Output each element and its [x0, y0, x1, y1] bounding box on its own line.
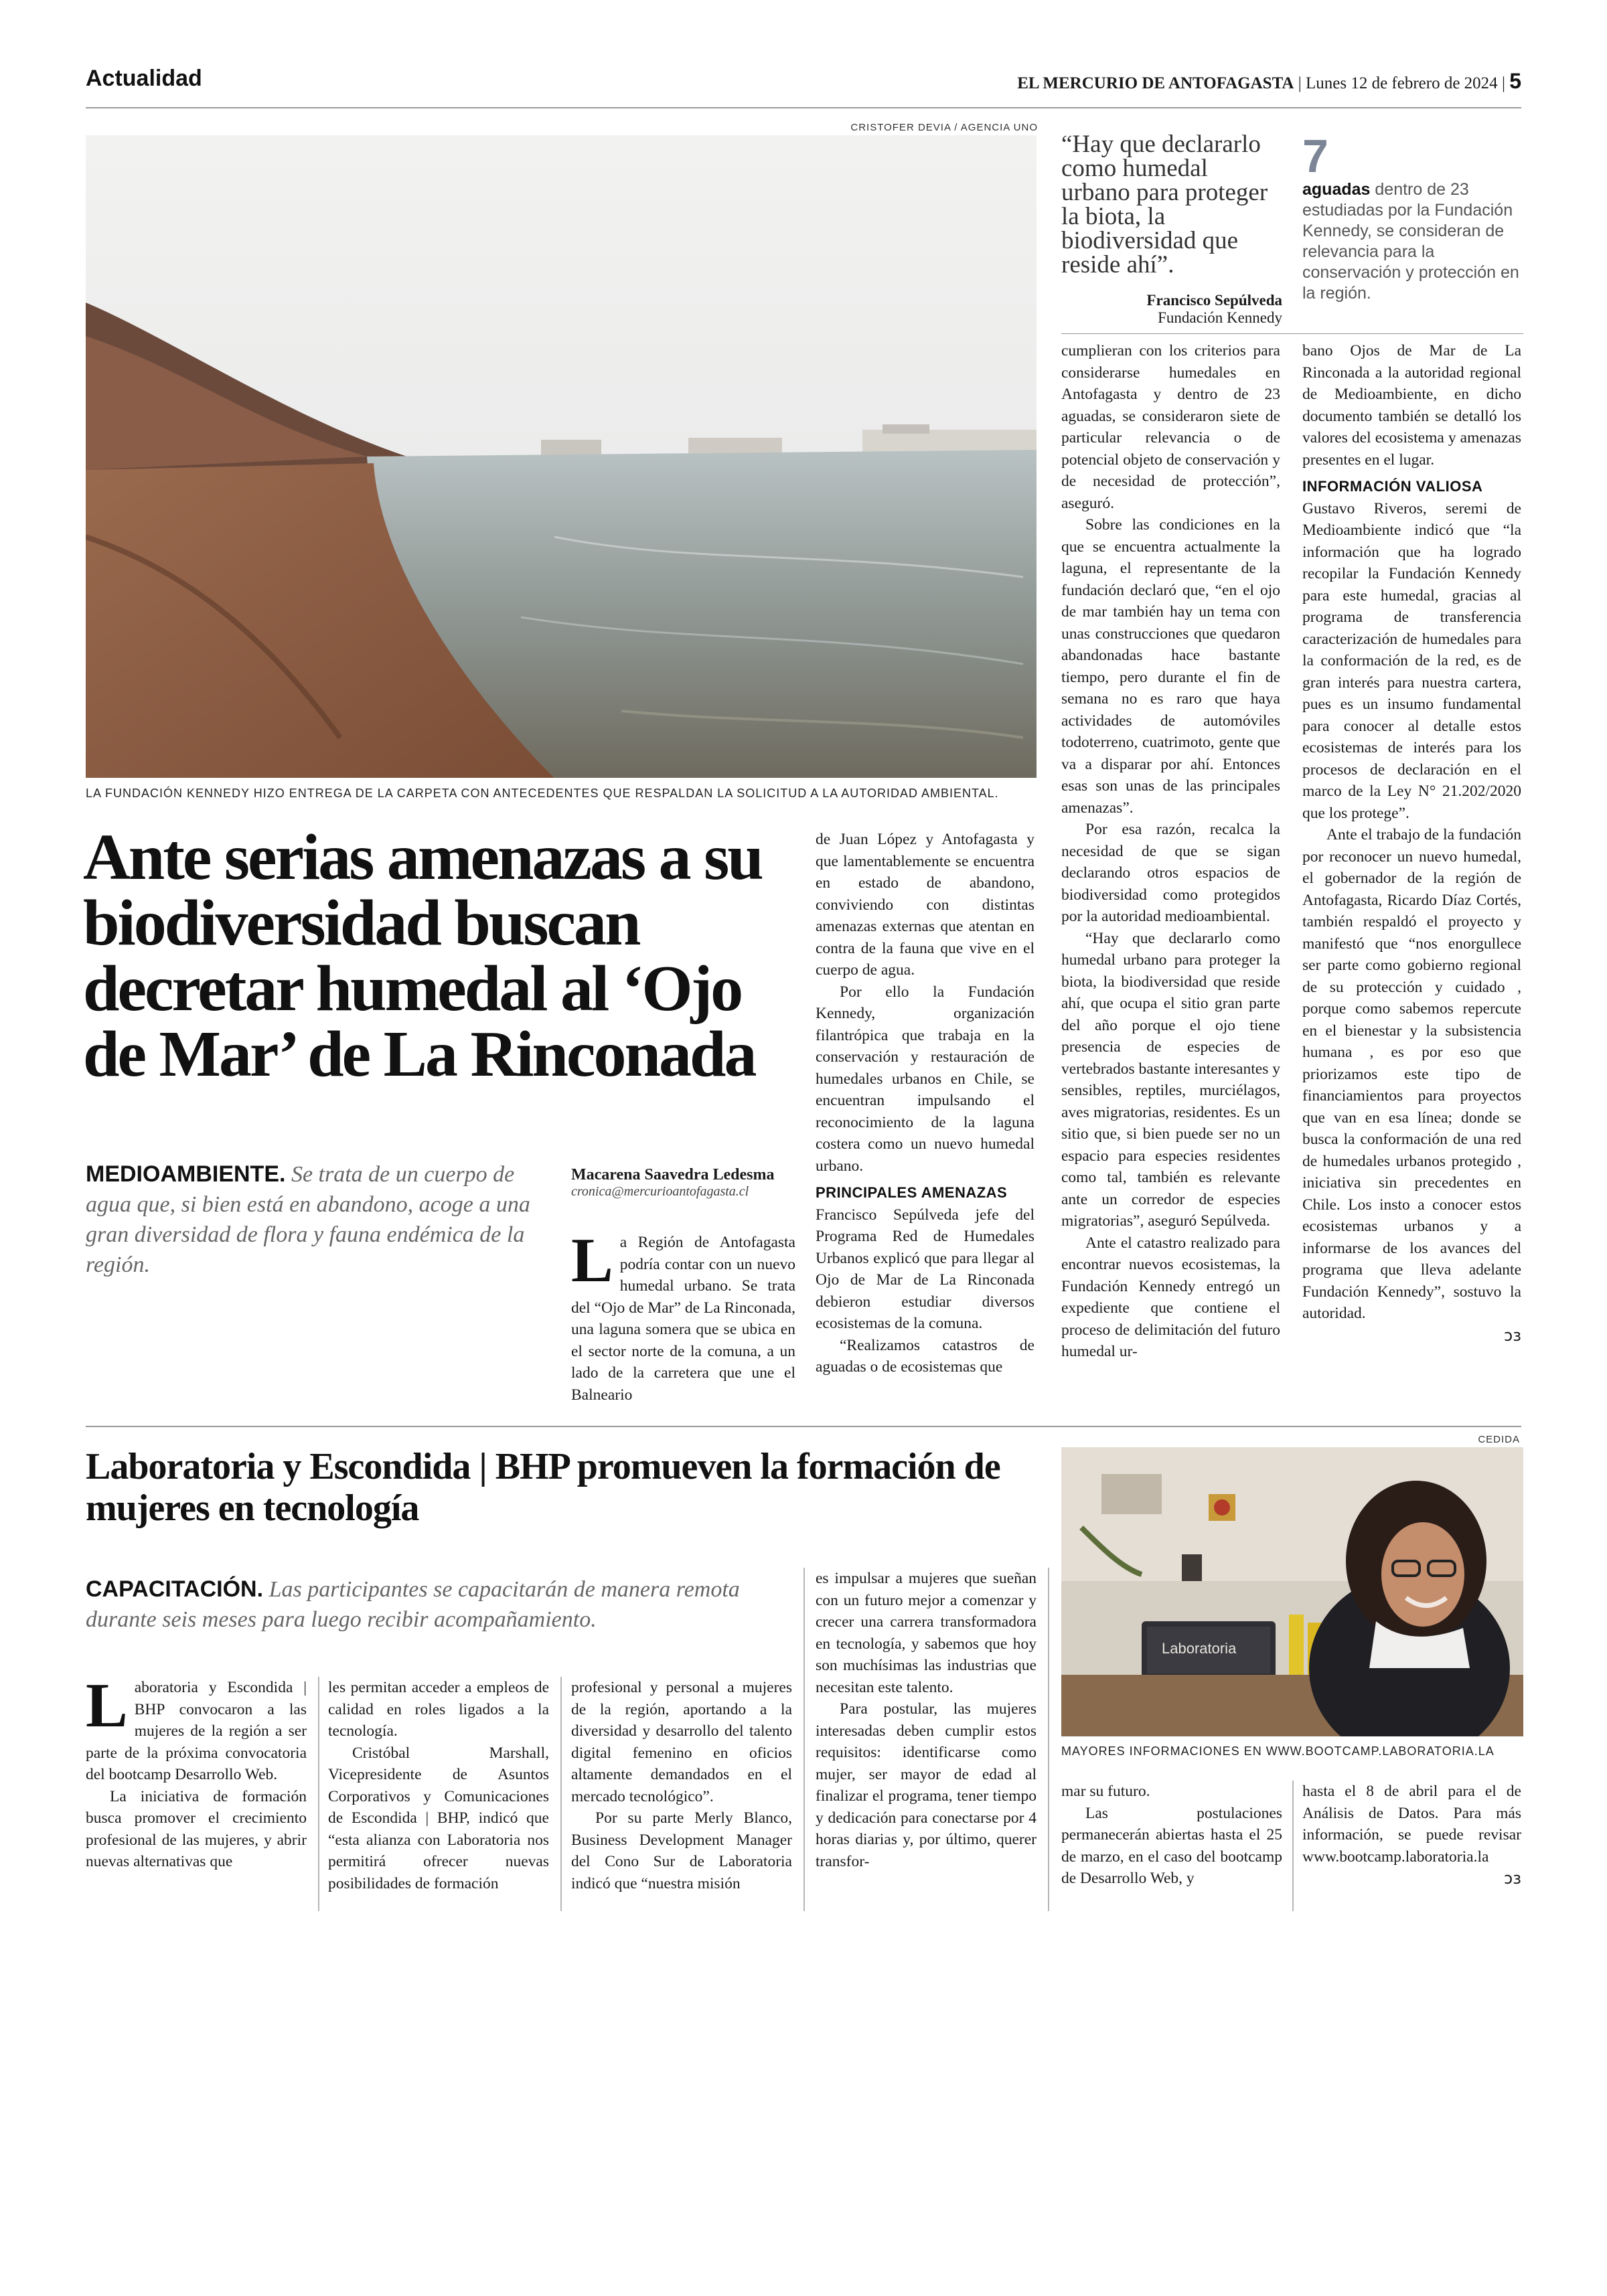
paragraph: Las postulaciones permanecerán abiertas hasta el 25 de marzo, en el caso del bootcamp de Desarrollo Web, y — [1061, 1804, 1282, 1887]
column-rule — [318, 1677, 319, 1911]
box-rule — [1061, 333, 1523, 334]
paragraph: es impulsar a mujeres que sueñan con un futuro mejor a comenzar y crecer una carrera transformadora en tecnología, y sabemos que hoy son muchísimas las industrias que necesitan este talento. — [816, 1570, 1037, 1696]
stat-number: 7 — [1302, 130, 1328, 182]
article1-column-3 — [1061, 340, 1280, 1363]
stat-bold: aguadas — [1302, 180, 1371, 199]
paragraph: Sobre las condiciones en la que se encuentra actualmente la laguna, el representante de la fundación declaró que, “en el ojo de mar también hay un tema con unas construcciones que quedaron abandonadas hace bastante tiempo, pero durante el fin de semana no es raro que haya actividades de automóviles todoterreno, cuatrimoto, gente que va a disparar por ahí. Entonces esas son unas de las principales amenazas”. — [1061, 516, 1280, 817]
masthead-info — [1017, 69, 1521, 94]
header-separator: | — [1501, 74, 1505, 92]
paragraph: “Hay que declararlo como humedal urbano para proteger la biota, la biodiversidad que reside ahí, que ocupa el sitio gran parte del año porque el ojo tiene presencia de especies de vertebrados bastante interesantes y sensibles, reptiles, murciélagos, aves migratorias, residentes. Es un sitio que, si bien puede ser no un espacio para especies residentes como tal, también es relevante ante un corredor de especies migratorias”, aseguró Sepúlveda. — [1061, 929, 1280, 1230]
kicker-label: MEDIOAMBIENTE. — [86, 1161, 286, 1187]
photo-credit: CRISTOFER DEVIA / AGENCIA UNO — [850, 122, 1038, 133]
article2-column-6 — [1302, 1781, 1521, 1890]
article2-headline: Laboratoria y Escondida | BHP promueven la formación de mujeres en tecnología — [86, 1446, 1000, 1529]
paragraph: Por esa razón, recalca la necesidad de que se sigan declarando otros espacios de biodiversidad como protegidos por la autoridad medioambiental. — [1061, 821, 1280, 925]
article1-column-4 — [1302, 340, 1521, 1347]
paragraph: Por ello la Fundación Kennedy, organización filantrópica que trabaja en la conservación y restauración de humedales urbanos en Chile, se encuentran impulsando el reconocimiento de la laguna costera como un nuevo humedal urbano. — [816, 983, 1035, 1175]
laboratoria-sign: Laboratoria — [1162, 1640, 1237, 1657]
byline — [571, 1166, 800, 1200]
article2-kicker — [86, 1574, 795, 1635]
dropcap: L — [86, 1671, 128, 1740]
subheading: INFORMACIÓN VALIOSA — [1302, 478, 1483, 495]
article2-column-1 — [86, 1671, 307, 1873]
paragraph: aboratoria y Escondida | BHP convocaron a las mujeres de la región a ser parte de la próxima convocatoria del bootcamp Desarrollo Web. — [86, 1679, 307, 1783]
article2-column-2 — [328, 1677, 549, 1894]
lagoon-photo — [86, 135, 1037, 778]
byline-email: cronica@mercurioantofagasta.cl — [571, 1184, 749, 1199]
paragraph: cumplieran con los criterios para considerarse humedales en Antofagasta y dentro de 23 aguadas, se consideraron siete de particular relevancia o de potencial objeto de conservación y de necesidad de protección”, aseguró. — [1061, 342, 1280, 512]
paragraph: profesional y personal a mujeres de la región, aportando a la diversidad y desarrollo del talento digital femenino en oficios altamente demandados en el mercado tecnológico”. — [571, 1679, 792, 1805]
paragraph: “Realizamos catastros de aguadas o de ecosistemas que — [816, 1336, 1035, 1376]
photo-credit: CEDIDA — [1478, 1434, 1520, 1445]
pull-quote — [1061, 133, 1282, 327]
paragraph: hasta el 8 de abril para el de Análisis de Datos. Para más información, se puede revisar www.bootcamp.laboratoria.la — [1302, 1783, 1521, 1866]
article1-column-2 — [816, 829, 1035, 1378]
kicker-text: Se trata de un cuerpo de agua que, si bien está en abandono, acoge a una gran diversidad de flora y fauna endémica de la región. — [86, 1162, 530, 1277]
column-rule — [804, 1568, 805, 1911]
article2-column-4 — [816, 1568, 1037, 1872]
header-separator: | — [1298, 74, 1302, 92]
section-name: Actualidad — [86, 66, 202, 91]
paragraph: Para postular, las mujeres interesadas deben cumplir estos requisitos: identificarse como mujer, ser mayor de edad al finalizar el programa, tener tiempo y dedicación para conectarse por 4 horas diarias y, por último, querer transfor- — [816, 1700, 1037, 1870]
laboratoria-photo — [1061, 1447, 1523, 1736]
quote-text: “Hay que declararlo como humedal urbano para proteger la biota, la biodiversidad que reside ahí”. — [1061, 131, 1268, 278]
paragraph: mar su futuro. — [1061, 1783, 1150, 1800]
issue-date: Lunes 12 de febrero de 2024 — [1305, 74, 1498, 92]
paragraph: La iniciativa de formación busca promover el crecimiento profesional de las mujeres, y abrir nuevas alternativas que — [86, 1787, 307, 1870]
photo-caption: LA FUNDACIÓN KENNEDY HIZO ENTREGA DE LA CARPETA CON ANTECEDENTES QUE RESPALDAN LA SOLICITUD A LA AUTORIDAD AMBIENTAL. — [86, 787, 999, 800]
paragraph: Ante el trabajo de la fundación por reconocer un nuevo humedal, el gobernador de la región de Antofagasta, Ricardo Díaz Cortés, también respaldó el proyecto y manifestó que “nos enorgullece ser parte como gobierno regional de su protección y cuidado , porque como sabemos repercute en el bienestar y la subsistencia humana , es por eso que priorizamos este tipo de financiamientos para proyectos que van en esa línea; donde se busca la conformación de una red de humedales urbanos protegido , iniciativa sin precedentes en Chile. Los insto a conocer estos ecosistemas urbanos y a informarse de los avances del programa que lleva adelante Fundación Kennedy”, sostuvo la autoridad. — [1302, 826, 1521, 1322]
article-kicker — [86, 1159, 548, 1280]
column-rule — [560, 1677, 562, 1911]
byline-name: Macarena Saavedra Ledesma — [571, 1166, 775, 1183]
paragraph: Ante el catastro realizado para encontrar nuevos ecosistemas, la Fundación Kennedy entregó un expediente que contiene el proceso de delimitación del futuro humedal ur- — [1061, 1234, 1280, 1360]
quote-author: Francisco Sepúlveda — [1146, 292, 1282, 309]
woman-portrait-image — [1061, 1447, 1523, 1736]
paragraph: de Juan López y Antofagasta y que lamentablemente se encuentra en estado de abandono, conviviendo con distintas amenazas externas que atentan en contra de la fauna que vive en el cuerpo de agua. — [816, 831, 1035, 979]
end-mark: ↄз — [1504, 1325, 1521, 1345]
paragraph: Francisco Sepúlveda jefe del Programa Red de Humedales Urbanos explicó que para llegar al Ojo de Mar de La Rinconada debieron estudiar diversos ecosistemas de la comuna. — [816, 1206, 1035, 1332]
paragraph: a Región de Antofagasta podría contar con un nuevo humedal urbano. Se trata del “Ojo de Mar” de La Rinconada, una laguna somera que se ubica en el sector norte de la comuna, a un lado de la carretera que une el Balneario — [571, 1234, 795, 1404]
end-mark: ↄз — [1504, 1869, 1521, 1888]
article2-column-3 — [571, 1677, 792, 1894]
kicker-text: Las participantes se capacitarán de manera remota durante seis meses para luego recibir acompañamiento. — [86, 1577, 740, 1632]
quote-author-role: Fundación Kennedy — [1158, 309, 1282, 326]
stat-description: dentro de 23 estudiadas por la Fundación Kennedy, se consideran de relevancia para la conservación y protección en la región. — [1302, 180, 1519, 303]
photo-caption: MAYORES INFORMACIONES EN WWW.BOOTCAMP.LABORATORIA.LA — [1061, 1744, 1495, 1758]
paragraph: Gustavo Riveros, seremi de Medioambiente indicó que “la información que ha logrado recopilar la Fundación Kennedy para este humedal, gracias al programa de transferencia caracterización de humedales para la conformación de la red, es de gran interés para nuestra cartera, pues es un insumo fundamental para conocer al detalle estos ecosistemas de interés para los procesos de declaración en el marco de la Ley N° 21.202/2020 que los protege”. — [1302, 499, 1521, 822]
article1-column-1 — [571, 1226, 795, 1406]
page-number: 5 — [1509, 69, 1521, 93]
subheading: PRINCIPALES AMENAZAS — [816, 1184, 1008, 1201]
dropcap: L — [571, 1226, 613, 1295]
article2-column-5 — [1061, 1781, 1282, 1890]
stat-box — [1302, 130, 1523, 304]
article-divider — [86, 1426, 1521, 1427]
column-rule — [1292, 1781, 1294, 1911]
header-rule — [86, 107, 1521, 108]
paragraph: Cristóbal Marshall, Vicepresidente de Asuntos Corporativos y Comunicaciones de Escondida | BHP, indicó que “esta alianza con Laboratoria nos permitirá ofrecer nuevas posibilidades de formación — [328, 1744, 549, 1892]
stat-text — [1302, 179, 1523, 304]
paragraph: Por su parte Merly Blanco, Business Development Manager del Cono Sur de Laboratoria indicó que “nuestra misión — [571, 1809, 792, 1892]
paragraph: bano Ojos de Mar de La Rinconada a la autoridad regional de Medioambiente, en dicho documento también se detalló los valores del ecosistema y amenazas presentes en el lugar. — [1302, 342, 1521, 469]
article-headline: Ante serias amenazas a su biodiversidad buscan decretar humedal al ‘Ojo de Mar’ de La Rinconada — [83, 821, 762, 1090]
newspaper-name: EL MERCURIO DE ANTOFAGASTA — [1017, 74, 1294, 92]
lagoon-landscape-image — [86, 135, 1037, 778]
kicker-label: CAPACITACIÓN. — [86, 1576, 264, 1602]
column-rule — [1048, 1568, 1049, 1911]
paragraph: les permitan acceder a empleos de calidad en roles ligados a la tecnología. — [328, 1679, 549, 1740]
